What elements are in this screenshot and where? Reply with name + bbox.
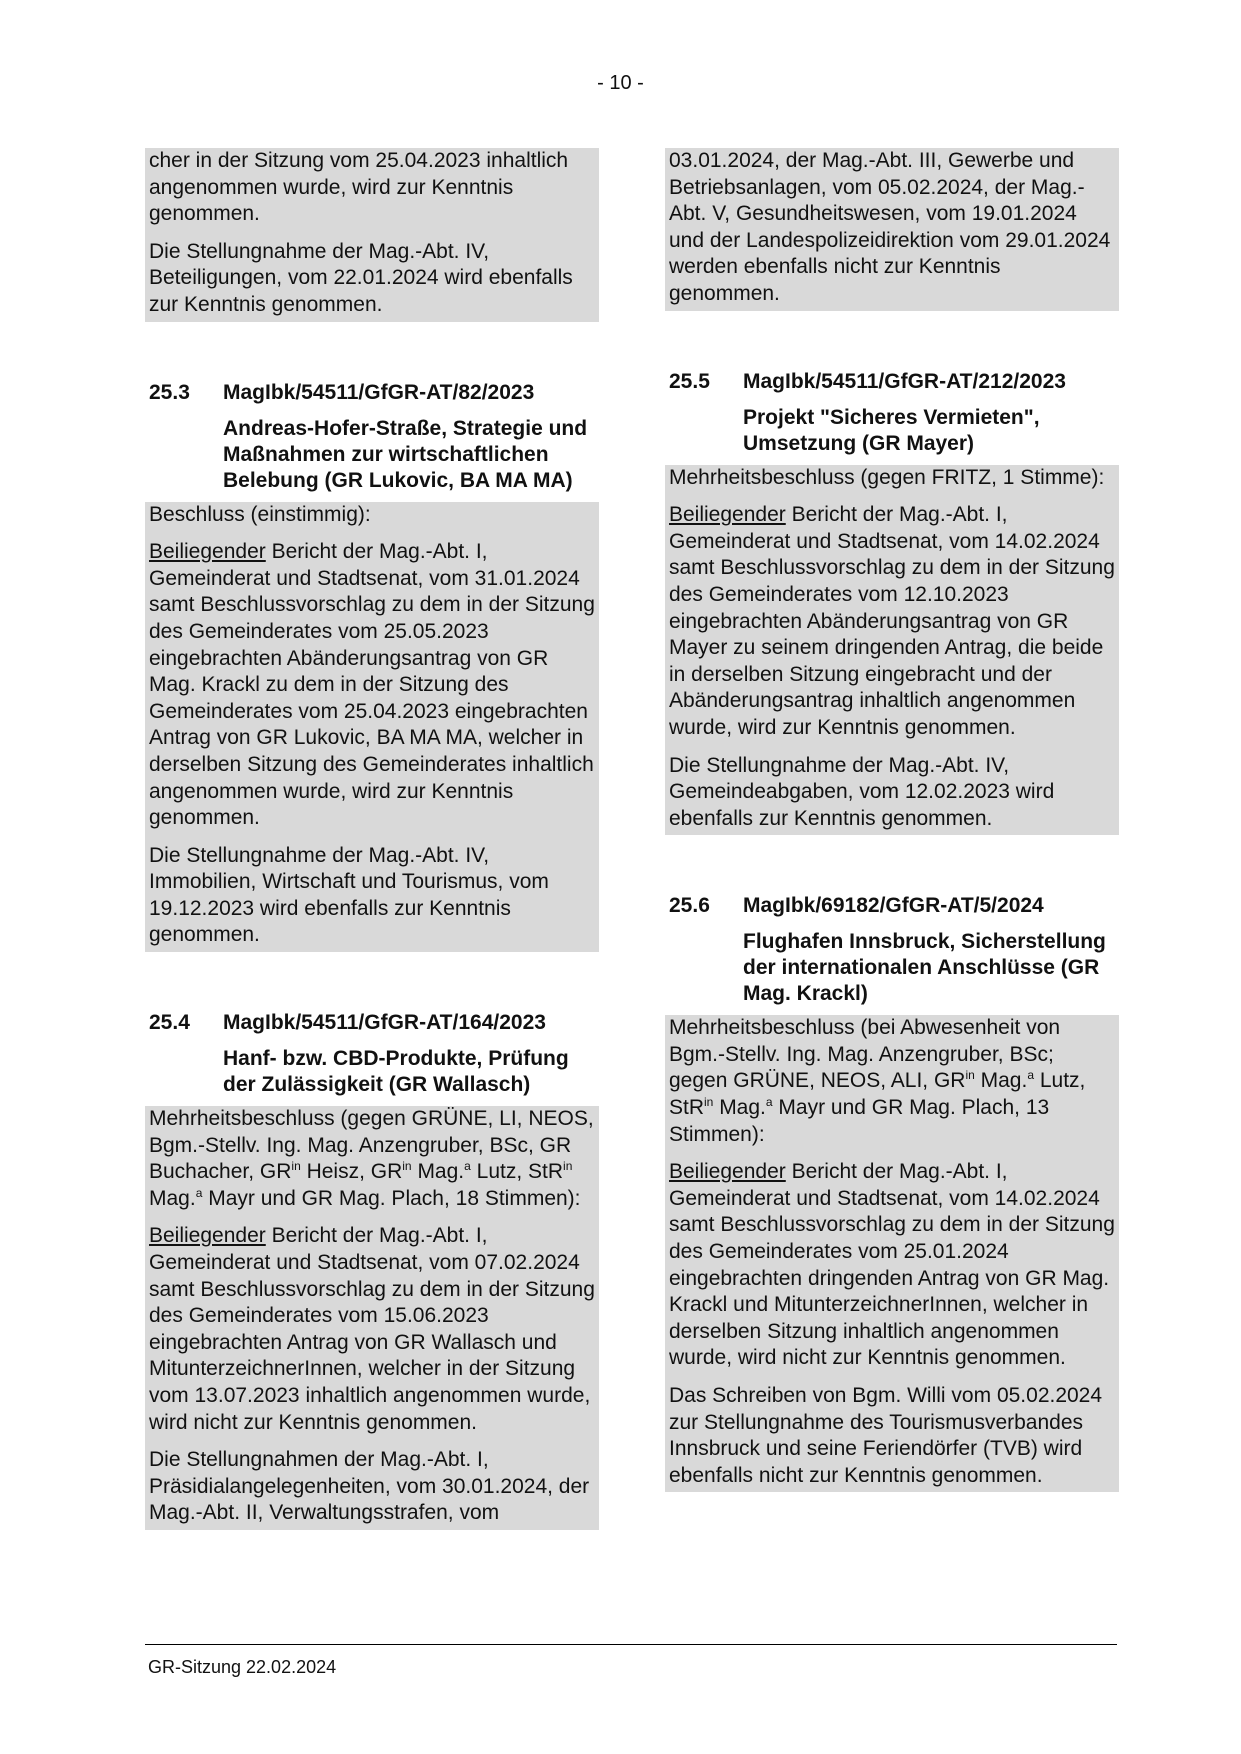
item-title: Projekt "Sicheres Vermieten", Umsetzung (GR Mayer)	[743, 405, 1040, 455]
decision-block	[665, 1015, 1119, 1492]
decision-block	[145, 1106, 599, 1530]
superscript: a	[765, 1095, 773, 1110]
agenda-item-25-4	[145, 1010, 599, 1530]
decision-text: Mehrheitsbeschluss (gegen FRITZ, 1 Stimme):	[669, 465, 1105, 489]
item-heading	[665, 893, 1119, 1007]
report-lead: Beiliegender	[149, 540, 266, 564]
report-body: Bericht der Mag.-Abt. I, Gemeinderat und Stadtsenat, vom 14.02.2024 samt Beschlussvorschlag zu dem in der Sitzung des Gemeinderates vom 25.01.2024 eingebrachten dringenden Antrag von GR Mag. Krackl und MitunterzeichnerInnen, welcher in derselben Sitzung inhaltlich angenommen wurde, wird nicht zur Kenntnis genommen.	[669, 1160, 1115, 1370]
decision-part: Mayr und GR Mag. Plach, 13 Stimmen):	[669, 1096, 1050, 1146]
report-body: Bericht der Mag.-Abt. I, Gemeinderat und Stadtsenat, vom 14.02.2024 samt Beschlussvorschlag zu dem in der Sitzung des Gemeinderates vom 12.10.2023 eingebrachten Abänderungsantrag von GR Mayer zu seinem dringenden Antrag, die beide in derselben Sitzung eingebracht und der Abänderungsantrag inhaltlich angenommen wurde, wird zur Kenntnis genommen.	[669, 503, 1115, 739]
decision-part: Mayr und GR Mag. Plach, 18 Stimmen):	[202, 1186, 581, 1210]
item-reference: MagIbk/69182/GfGR-AT/5/2024	[743, 894, 1044, 918]
report-text	[669, 1159, 1115, 1372]
superscript: in	[563, 1159, 573, 1174]
superscript: in	[704, 1095, 714, 1110]
decision-part: Mehrheitsbeschluss (bei Abwesenheit von Bgm.-Stellv. Ing. Mag. Anzengruber, BSc; gegen GRÜNE, NEOS, ALI, GR	[669, 1016, 1061, 1093]
report-body: Bericht der Mag.-Abt. I, Gemeinderat und Stadtsenat, vom 07.02.2024 samt Beschlussvorschlag zu dem in der Sitzung des Gemeinderates vom 15.06.2023 eingebrachten Antrag von GR Wallasch und MitunterzeichnerInnen, welcher in der Sitzung vom 13.07.2023 inhaltlich angenommen wurde, wird nicht zur Kenntnis genommen.	[149, 1224, 595, 1434]
decision-block	[145, 502, 599, 953]
footer-divider	[145, 1644, 1117, 1645]
item-heading	[665, 369, 1119, 457]
decision-part: Mag.	[713, 1096, 766, 1120]
left-column	[145, 148, 599, 1530]
decision-part: Heisz, GR	[300, 1160, 403, 1184]
report-lead: Beiliegender	[149, 1224, 266, 1248]
superscript: in	[402, 1159, 412, 1174]
superscript: in	[291, 1159, 301, 1174]
item-reference: MagIbk/54511/GfGR-AT/82/2023	[223, 380, 535, 404]
report-text	[669, 502, 1115, 741]
decision-text	[669, 1015, 1115, 1148]
item-number: 25.5	[669, 369, 710, 393]
page-number: - 10 -	[597, 72, 644, 94]
continuation-text: cher in der Sitzung vom 25.04.2023 inhaltlich angenommen wurde, wird zur Kenntnis genommen.	[149, 149, 569, 226]
decision-text: Beschluss (einstimmig):	[149, 502, 371, 526]
decision-part: Lutz, StR	[669, 1069, 1086, 1120]
item-heading	[145, 380, 599, 494]
item-number: 25.4	[149, 1011, 190, 1035]
item-title: Flughafen Innsbruck, Sicherstellung der internationalen Anschlüsse (GR Mag. Krackl)	[743, 930, 1106, 1006]
item-reference: MagIbk/54511/GfGR-AT/164/2023	[223, 1011, 546, 1035]
continuation-block	[145, 148, 599, 322]
statement-text: Die Stellungnahmen der Mag.-Abt. I, Präsidialangelegenheiten, vom 30.01.2024, der Mag.-Abt. II, Verwaltungsstrafen, vom	[149, 1448, 590, 1525]
superscript: a	[195, 1185, 203, 1200]
right-column	[665, 148, 1119, 1492]
item-number: 25.3	[149, 380, 190, 404]
decision-block	[665, 465, 1119, 836]
agenda-item-25-3	[145, 380, 599, 953]
decision-part: Mehrheitsbeschluss (gegen GRÜNE, LI, NEOS, Bgm.-Stellv. Ing. Mag. Anzengruber, BSc, GR Buchacher, GR	[149, 1107, 594, 1184]
decision-text	[149, 1106, 595, 1212]
item-heading	[145, 1010, 599, 1098]
continuation-text: 03.01.2024, der Mag.-Abt. III, Gewerbe und Betriebsanlagen, vom 05.02.2024, der Mag.-Abt. V, Gesundheitswesen, vom 19.01.2024 und der Landespolizeidirektion vom 29.01.2024 werden ebenfalls nicht zur Kenntnis genommen.	[669, 149, 1111, 305]
agenda-item-25-5	[665, 369, 1119, 836]
statement-text: Die Stellungnahme der Mag.-Abt. IV, Immobilien, Wirtschaft und Tourismus, vom 19.12.2023 wird ebenfalls zur Kenntnis genommen.	[149, 843, 549, 947]
statement-text: Die Stellungnahme der Mag.-Abt. IV, Beteiligungen, vom 22.01.2024 wird ebenfalls zur Kenntnis genommen.	[149, 239, 573, 316]
decision-part: Lutz, StR	[470, 1160, 564, 1184]
agenda-item-25-6	[665, 893, 1119, 1492]
report-text	[149, 539, 595, 832]
superscript: a	[464, 1159, 471, 1174]
report-lead: Beiliegender	[669, 1160, 786, 1184]
decision-part: Mag.	[411, 1160, 465, 1184]
footer-session-date: GR-Sitzung 22.02.2024	[148, 1657, 337, 1677]
item-title: Andreas-Hofer-Straße, Strategie und Maßnahmen zur wirtschaftlichen Belebung (GR Lukovic, BA MA MA)	[223, 416, 588, 492]
report-text	[149, 1223, 595, 1436]
report-body: Bericht der Mag.-Abt. I, Gemeinderat und Stadtsenat, vom 31.01.2024 samt Beschlussvorschlag zu dem in der Sitzung des Gemeinderates vom 25.05.2023 eingebrachten Abänderungsantrag von GR Mag. Krackl zu dem in der Sitzung des Gemeinderates vom 25.04.2023 eingebrachten Antrag von GR Lukovic, BA MA MA, welcher in derselben Sitzung des Gemeinderates inhaltlich angenommen wurde, wird zur Kenntnis genommen.	[149, 540, 595, 830]
item-reference: MagIbk/54511/GfGR-AT/212/2023	[743, 369, 1066, 393]
report-lead: Beiliegender	[669, 503, 786, 527]
item-number: 25.6	[669, 894, 710, 918]
superscript: in	[965, 1068, 975, 1083]
continuation-block	[665, 148, 1119, 311]
item-title: Hanf- bzw. CBD-Produkte, Prüfung der Zulässigkeit (GR Wallasch)	[223, 1047, 569, 1097]
statement-text: Das Schreiben von Bgm. Willi vom 05.02.2024 zur Stellungnahme des Tourismusverbandes Innsbruck und seine Feriendörfer (TVB) wird ebenfalls nicht zur Kenntnis genommen.	[669, 1384, 1103, 1487]
statement-text: Die Stellungnahme der Mag.-Abt. IV, Gemeindeabgaben, vom 12.02.2023 wird ebenfalls zur Kenntnis genommen.	[669, 753, 1055, 830]
decision-part: Mag.	[974, 1069, 1028, 1093]
superscript: a	[1027, 1068, 1035, 1083]
decision-part: Mag.	[149, 1186, 196, 1210]
